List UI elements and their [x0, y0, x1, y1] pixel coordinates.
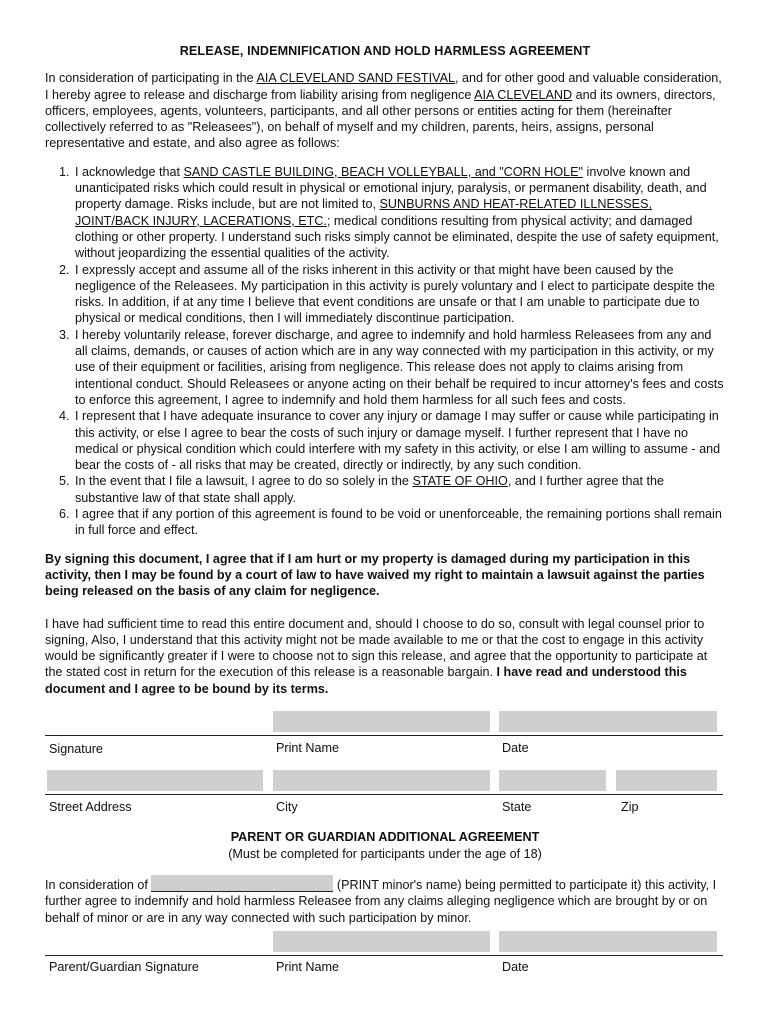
guardian-section-subtitle: (Must be completed for participants under the age of 18)	[228, 847, 542, 861]
term-5-text-1: In the event that I file a lawsuit, I agree to do so solely in the	[75, 474, 413, 489]
guardian-date-field[interactable]	[499, 931, 717, 952]
city-label: City	[276, 800, 298, 814]
signature-label: Signature	[49, 742, 103, 756]
minor-name-field[interactable]	[151, 875, 333, 892]
term-item-4: 4. I represent that I have adequate insurance to cover any injury or damage I may suffer or cause while participating in this activity, or else I agree to bear the costs of such injury or damage myself. I further represent that I have no medical or physical condition which could interfere with my safety in this activity, or else I am willing to assume - and bear the costs of - all risks that may be created, directly or indirectly, by any such condition.	[73, 408, 725, 473]
guardian-date-label: Date	[502, 960, 529, 974]
agreement-body	[45, 43, 725, 697]
state-label: State	[502, 800, 532, 814]
activities-list: SAND CASTLE BUILDING, BEACH VOLLEYBALL, and "CORN HOLE"	[183, 164, 584, 179]
zip-field[interactable]	[616, 770, 717, 791]
waiver-statement: By signing this document, I agree that if I am hurt or my property is damaged during my participation in this activity, then I may be found by a court of law to have waived my right to maintain a lawsuit against the parties being released on the basis of any claim for negligence.	[45, 551, 705, 599]
zip-label: Zip	[621, 800, 639, 814]
guardian-section-title: PARENT OR GUARDIAN ADDITIONAL AGREEMENT	[230, 830, 540, 844]
term-item-6: 6. I agree that if any portion of this agreement is found to be void or unenforceable, the remaining portions shall remain in full force and effect.	[73, 506, 725, 539]
street-address-label: Street Address	[49, 800, 132, 814]
print-name-label: Print Name	[276, 741, 339, 755]
event-name: AIA CLEVELAND SAND FESTIVAL	[256, 71, 455, 86]
address-line	[45, 794, 723, 795]
guardian-text-1: In consideration of	[45, 878, 152, 892]
term-item-1	[73, 164, 725, 262]
state-field[interactable]	[499, 770, 606, 791]
risks-list: SUNBURNS AND HEAT-RELATED ILLNESSES, JOINT/BACK INJURY, LACERATIONS, ETC.	[75, 197, 652, 228]
acknowledgement-text: I have had sufficient time to read this entire document and, should I choose to do so, consult with legal counsel prior to signing, Also, I understand that this activity might not be made available to me or that the cost to engage in this activity would be significantly greater if I were to choose not to sign this release, and agree that the opportunity to participate at the stated cost in return for the execution of this release is a reasonable bargain.	[45, 616, 708, 680]
term-1-text-2: involve known and unanticipated risks which could result in physical or emotional injury, paralysis, or permanent disability, death, and property damage. Risks include, but are not limited to,	[75, 164, 707, 212]
intro-paragraph	[45, 70, 725, 151]
guardian-signature-label: Parent/Guardian Signature	[49, 960, 199, 974]
document-title: RELEASE, INDEMNIFICATION AND HOLD HARMLESS AGREEMENT	[179, 44, 591, 58]
guardian-paragraph	[45, 875, 725, 926]
guardian-text-2: (PRINT minor's name) being permitted to participate it) this activity, I further agree to indemnify and hold harmless Releasee from any claims alleging negligence which are brought by or on behalf of minor or are in any way connected with such participation by minor.	[45, 878, 717, 925]
date-field[interactable]	[499, 711, 717, 732]
intro-text-1: In consideration of participating in the	[45, 71, 257, 86]
jurisdiction-state: STATE OF OHIO	[412, 474, 508, 489]
terms-list	[45, 164, 725, 539]
street-address-field[interactable]	[47, 770, 263, 791]
guardian-print-name-label: Print Name	[276, 960, 339, 974]
guardian-print-name-field[interactable]	[273, 931, 490, 952]
date-label: Date	[502, 741, 529, 755]
term-1-text-3: ; medical conditions resulting from physical activity; and damaged clothing or other property. I understand such risks simply cannot be eliminated, despite the use of safety equipment, without jeopardizing the essential qualities of the activity.	[75, 213, 719, 261]
acknowledgement-bold: I have read and understood this document and I agree to be bound by its terms.	[45, 665, 687, 696]
term-item-5	[73, 473, 725, 506]
intro-text-2: , and for other good and valuable consideration, I hereby agree to release and discharge from liability arising from negligence	[45, 71, 722, 102]
acknowledgement-paragraph	[45, 616, 725, 697]
term-5-text-2: , and I further agree that the substantive law of that state shall apply.	[75, 474, 664, 505]
city-field[interactable]	[273, 770, 490, 791]
term-1-text-1: I acknowledge that	[75, 164, 184, 179]
term-item-2: 2. I expressly accept and assume all of the risks inherent in this activity or that might have been caused by the negligence of the Releasees. My participation in this activity is purely voluntary and I elect to participate despite the risks. In addition, if at any time I believe that event conditions are unsafe or that I am unable to participate due to physical or medical conditions, then I will immediately discontinue participation.	[73, 262, 725, 327]
signature-line	[45, 735, 723, 736]
term-item-3: 3. I hereby voluntarily release, forever discharge, and agree to indemnify and hold harmless Releasees from any and all claims, demands, or causes of action which are in any way connected with my participation in this activity, or my use of their equipment or facilities, arising from negligence. This release does not apply to claims arising from intentional conduct. Should Releasees or anyone acting on their behalf be required to incur attorney's fees and costs to enforce this agreement, I agree to indemnify and hold them harmless for all such fees and costs.	[73, 327, 725, 408]
print-name-field[interactable]	[273, 711, 490, 732]
intro-text-3: and its owners, directors, officers, employees, agents, volunteers, participants, and all other persons or entities acting for them (hereinafter collectively referred to as "Releasees"), on behalf of myself and my children, parents, heirs, assigns, personal representative and estate, and also agree as follows:	[45, 87, 716, 151]
organization-name: AIA CLEVELAND	[474, 87, 573, 102]
guardian-signature-line	[45, 955, 723, 956]
